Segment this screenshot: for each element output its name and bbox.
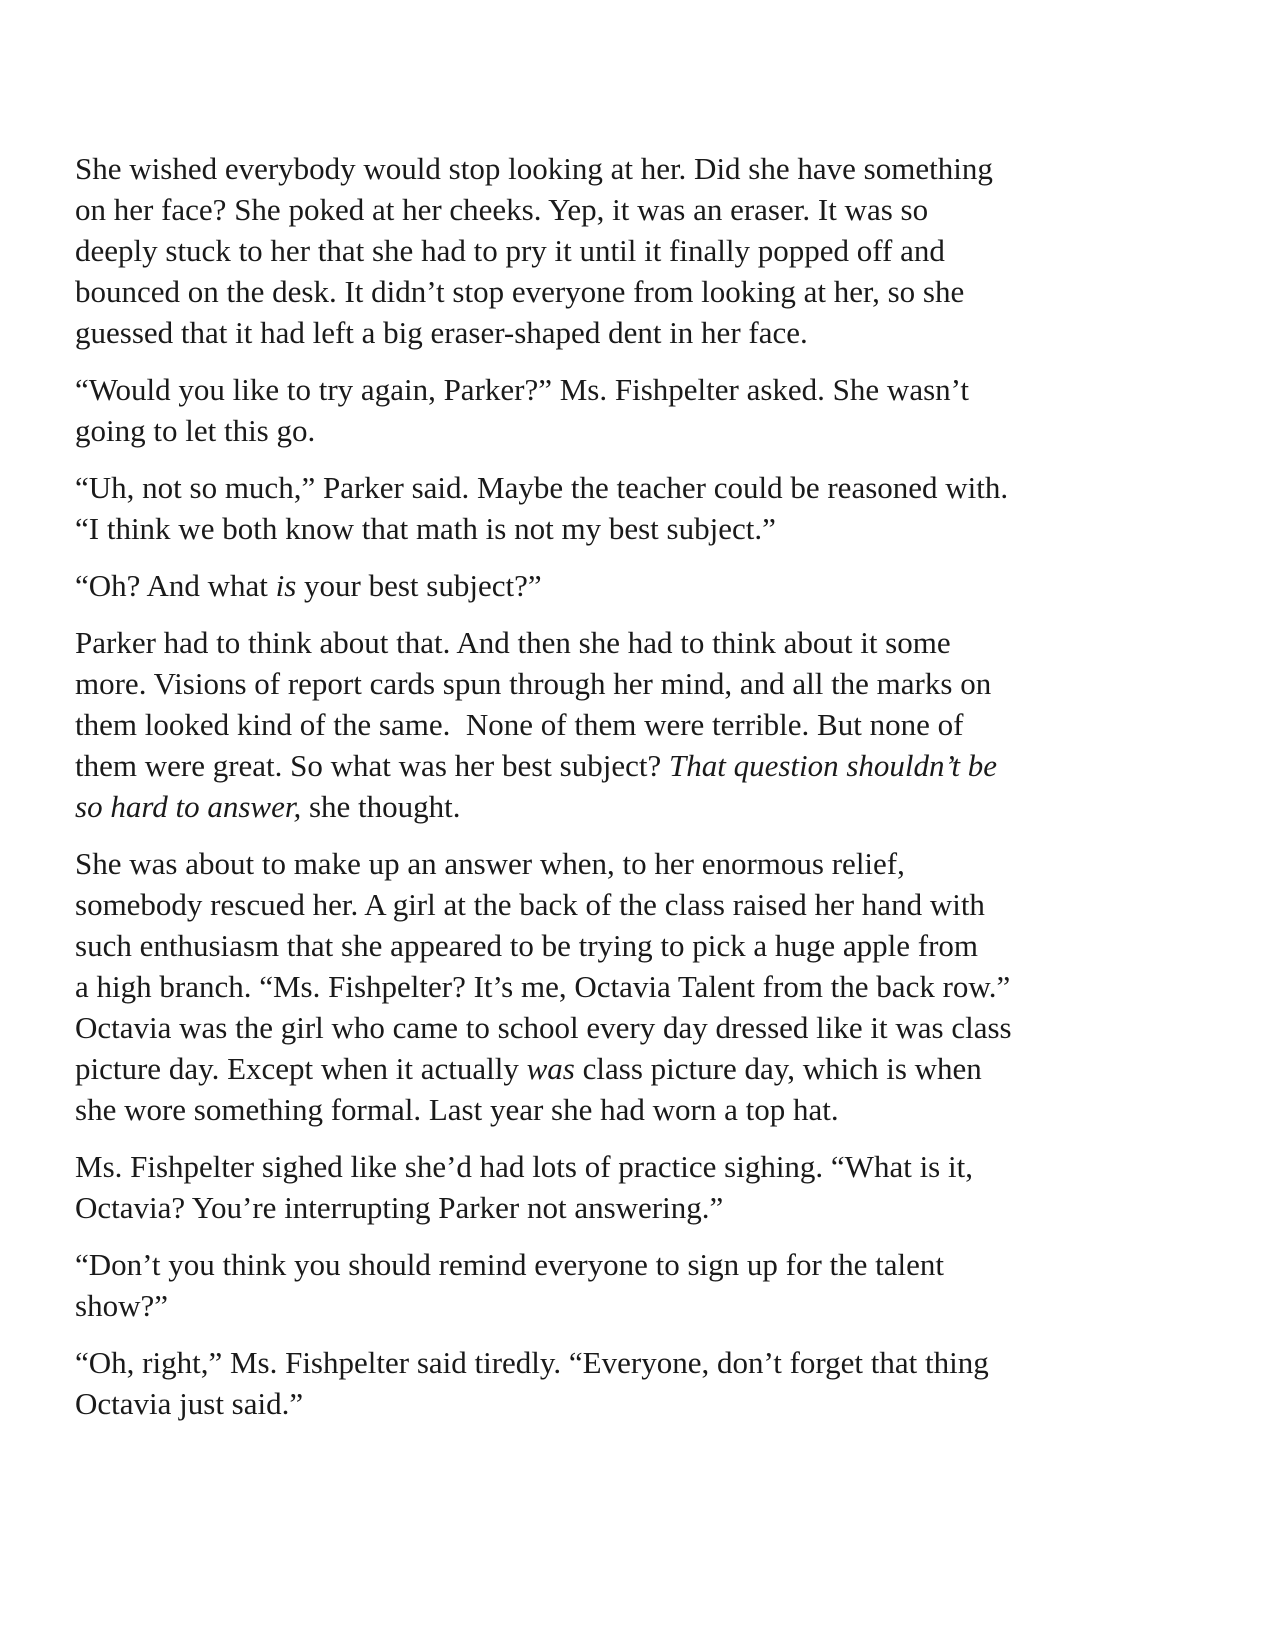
paragraph <box>75 467 1195 549</box>
text-line <box>75 745 1195 786</box>
text-span: your best subject?” <box>296 568 542 603</box>
text-line <box>75 189 1195 230</box>
text-span: such enthusiasm that she appeared to be trying to pick a huge apple from <box>75 928 979 963</box>
text-line <box>75 230 1195 271</box>
text-span: show?” <box>75 1288 168 1323</box>
text-span: a high branch. “Ms. Fishpelter? It’s me, Octavia Talent from the back row.” <box>75 969 1011 1004</box>
text-span: on her face? She poked at her cheeks. Yep, it was an eraser. It was so <box>75 192 929 227</box>
text-line <box>75 1285 1195 1326</box>
text-span: “I think we both know that math is not my best subject.” <box>75 511 776 546</box>
text-line <box>75 565 1195 606</box>
italic-text: was <box>526 1051 575 1086</box>
paragraph <box>75 622 1195 827</box>
paragraph <box>75 1146 1195 1228</box>
text-line <box>75 663 1195 704</box>
text-span: them were great. So what was her best subject? <box>75 748 669 783</box>
text-span: she thought. <box>301 789 461 824</box>
text-line <box>75 271 1195 312</box>
text-line <box>75 1007 1195 1048</box>
text-line <box>75 966 1195 1007</box>
paragraph <box>75 843 1195 1130</box>
paragraph <box>75 565 1195 606</box>
italic-text: so hard to answer, <box>75 789 302 824</box>
text-line <box>75 1187 1195 1228</box>
text-line <box>75 369 1195 410</box>
italic-text: is <box>275 568 297 603</box>
italic-text: That question shouldn’t be <box>668 748 998 783</box>
text-line <box>75 148 1195 189</box>
text-line <box>75 843 1195 884</box>
text-span: guessed that it had left a big eraser-shaped dent in her face. <box>75 315 808 350</box>
text-span: She was about to make up an answer when, to her enormous relief, <box>75 846 905 881</box>
text-line <box>75 1089 1195 1130</box>
text-span: “Don’t you think you should remind everyone to sign up for the talent <box>75 1247 944 1282</box>
text-span: “Uh, not so much,” Parker said. Maybe the teacher could be reasoned with. <box>75 470 1009 505</box>
paragraph <box>75 1244 1195 1326</box>
text-span: Parker had to think about that. And then she had to think about it some <box>75 625 951 660</box>
text-line <box>75 704 1195 745</box>
text-line <box>75 1383 1195 1424</box>
text-span: bounced on the desk. It didn’t stop everyone from looking at her, so she <box>75 274 965 309</box>
text-span: somebody rescued her. A girl at the back of the class raised her hand with <box>75 887 985 922</box>
text-span: “Oh? And what <box>75 568 276 603</box>
text-line <box>75 1244 1195 1285</box>
text-span: She wished everybody would stop looking at her. Did she have something <box>75 151 993 186</box>
text-span: deeply stuck to her that she had to pry it until it finally popped off and <box>75 233 945 268</box>
text-line <box>75 467 1195 508</box>
text-line <box>75 786 1195 827</box>
text-line <box>75 508 1195 549</box>
text-line <box>75 925 1195 966</box>
text-span: “Would you like to try again, Parker?” Ms. Fishpelter asked. She wasn’t <box>75 372 970 407</box>
text-span: Ms. Fishpelter sighed like she’d had lots of practice sighing. “What is it, <box>75 1149 973 1184</box>
story-text <box>75 148 1195 1440</box>
paragraph <box>75 369 1195 451</box>
text-span: them looked kind of the same. None of them were terrible. But none of <box>75 707 964 742</box>
text-span: class picture day, which is when <box>574 1051 982 1086</box>
text-span: Octavia? You’re interrupting Parker not answering.” <box>75 1190 724 1225</box>
text-line <box>75 1048 1195 1089</box>
text-line <box>75 410 1195 451</box>
text-span: going to let this go. <box>75 413 316 448</box>
text-line <box>75 884 1195 925</box>
text-span: more. Visions of report cards spun through her mind, and all the marks on <box>75 666 992 701</box>
text-span: Octavia was the girl who came to school every day dressed like it was class <box>75 1010 1012 1045</box>
text-line <box>75 622 1195 663</box>
text-line <box>75 1342 1195 1383</box>
paragraph <box>75 148 1195 353</box>
text-span: she wore something formal. Last year she had worn a top hat. <box>75 1092 839 1127</box>
text-span: Octavia just said.” <box>75 1386 304 1421</box>
text-line <box>75 312 1195 353</box>
text-line <box>75 1146 1195 1187</box>
paragraph <box>75 1342 1195 1424</box>
text-span: “Oh, right,” Ms. Fishpelter said tiredly. “Everyone, don’t forget that thing <box>75 1345 989 1380</box>
text-span: picture day. Except when it actually <box>75 1051 527 1086</box>
